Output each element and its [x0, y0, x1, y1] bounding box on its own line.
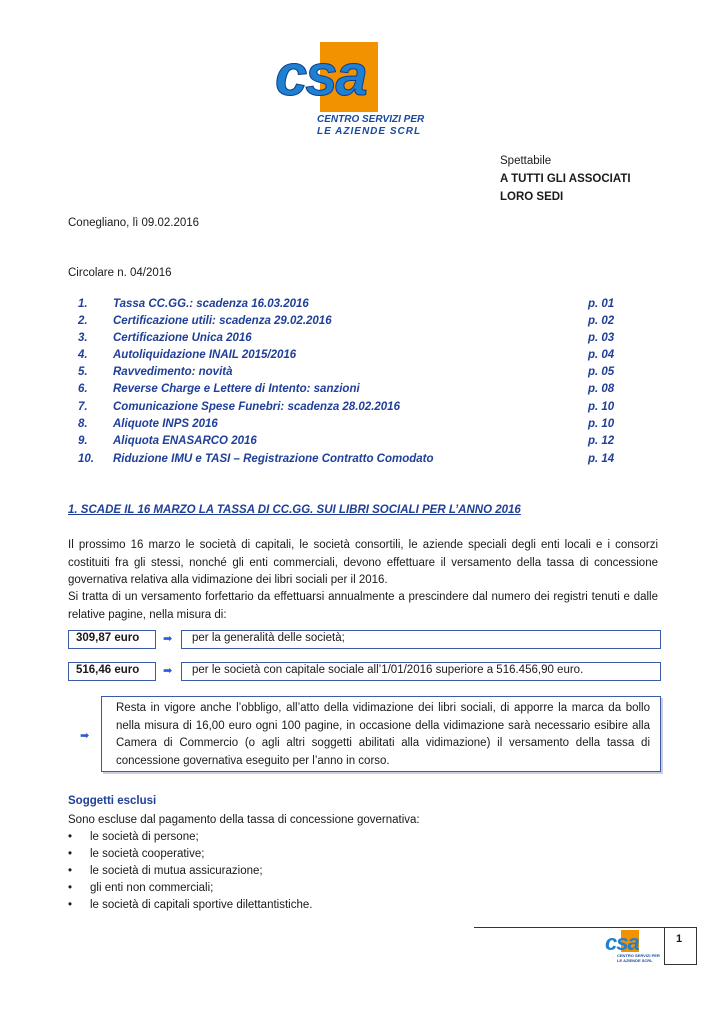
- arrow-right-icon: ➡: [80, 730, 90, 742]
- toc-item[interactable]: [78, 332, 618, 349]
- toc-page: p. 14: [588, 453, 615, 465]
- toc-item[interactable]: [78, 349, 618, 366]
- toc-page: p. 12: [588, 435, 615, 447]
- toc-page: p. 10: [588, 401, 615, 413]
- list-item-text: le società di capitali sportive dilettantistiche.: [90, 899, 313, 911]
- note-text: Resta in vigore anche l’obbligo, all’atto della vidimazione dei libri sociali, di apporre la marca da bollo nella misura di 16,00 euro ogni 100 pagine, in occasione della vidimazione sarà necessario esibire alla Camera di Commercio (o agli altri soggetti abilitati alla vidimazione) il versamento della tassa di concessione governativa eseguito per l’anno in corso.: [116, 702, 650, 767]
- section-heading: 1. SCADE IL 16 MARZO LA TASSA DI CC.GG. SUI LIBRI SOCIALI PER L’ANNO 2016: [68, 504, 521, 516]
- header-logo: [275, 42, 450, 142]
- logo-caption-line2: LE AZIENDE SCRL: [317, 126, 422, 137]
- section-paragraph-1: Il prossimo 16 marzo le società di capitali, le società consortili, le aziende speciali degli enti locali e i consorzi costituiti fra gli stessi, nonché gli enti commerciali, devono effettuare il versamento della tassa di concessione governativa relativa alla vidimazione dei libri sociali per il 2016.: [68, 539, 658, 586]
- toc-num: 2.: [78, 315, 88, 327]
- toc-page: p. 04: [588, 349, 615, 361]
- toc-item[interactable]: [78, 401, 618, 418]
- toc-page: p. 01: [588, 298, 615, 310]
- toc-page: p. 02: [588, 315, 615, 327]
- toc-num: 6.: [78, 383, 88, 395]
- section-paragraph-2: Si tratta di un versamento forfettario da effettuarsi annualmente a prescindere dal numero dei registri tenuti e dalle relative pagine, nella misura di:: [68, 591, 658, 621]
- list-item-text: le società cooperative;: [90, 848, 205, 860]
- toc-num: 5.: [78, 366, 88, 378]
- toc-item[interactable]: [78, 418, 618, 435]
- amount-desc-box: [181, 662, 661, 681]
- excluded-heading: Soggetti esclusi: [68, 795, 157, 807]
- circular-number: Circolare n. 04/2016: [68, 267, 172, 279]
- toc-item[interactable]: [78, 298, 618, 315]
- logo-text: csa: [275, 43, 366, 108]
- toc-page: p. 08: [588, 383, 615, 395]
- toc-item[interactable]: [78, 453, 618, 470]
- amount-value: 516,46 euro: [76, 664, 140, 676]
- toc-num: 1.: [78, 298, 88, 310]
- list-item-text: le società di mutua assicurazione;: [90, 865, 263, 877]
- toc-title: Certificazione utili: scadenza 29.02.2016: [113, 315, 332, 327]
- toc-item[interactable]: [78, 383, 618, 400]
- toc-title: Aliquota ENASARCO 2016: [113, 435, 257, 447]
- footer-logo-caption-line1: CENTRO SERVIZI PER: [617, 953, 660, 958]
- footer-logo: [605, 930, 661, 970]
- note-box: [101, 696, 661, 772]
- toc-page: p. 03: [588, 332, 615, 344]
- footer-logo-text: csa: [605, 930, 639, 955]
- toc-item[interactable]: [78, 315, 618, 332]
- toc-title: Comunicazione Spese Funebri: scadenza 28.02.2016: [113, 401, 400, 413]
- toc-num: 7.: [78, 401, 88, 413]
- toc-item[interactable]: [78, 435, 618, 452]
- toc-title: Certificazione Unica 2016: [113, 332, 252, 344]
- list-item-text: gli enti non commerciali;: [90, 882, 214, 894]
- list-item-text: le società di persone;: [90, 831, 199, 843]
- amount-box: [68, 630, 156, 649]
- page-number: 1: [676, 933, 683, 945]
- arrow-right-icon: ➡: [163, 665, 173, 677]
- toc-num: 4.: [78, 349, 88, 361]
- toc-num: 3.: [78, 332, 88, 344]
- toc-num: 10.: [78, 453, 94, 465]
- amount-desc-box: [181, 630, 661, 649]
- place-date: Conegliano, lì 09.02.2016: [68, 217, 200, 229]
- toc-title: Riduzione IMU e TASI – Registrazione Contratto Comodato: [113, 453, 434, 465]
- toc-page: p. 10: [588, 418, 615, 430]
- toc-title: Autoliquidazione INAIL 2015/2016: [113, 349, 297, 361]
- logo-caption-line1: CENTRO SERVIZI PER: [317, 114, 425, 125]
- toc-title: Ravvedimento: novità: [113, 366, 233, 378]
- toc-item[interactable]: [78, 366, 618, 383]
- amount-desc: per la generalità delle società;: [192, 632, 345, 644]
- toc-title: Tassa CC.GG.: scadenza 16.03.2016: [113, 298, 309, 310]
- arrow-right-icon: ➡: [163, 633, 173, 645]
- footer-rule: [474, 927, 670, 928]
- page-number-box: [664, 927, 697, 965]
- toc-num: 9.: [78, 435, 88, 447]
- excluded-intro: Sono escluse dal pagamento della tassa di concessione governativa:: [68, 814, 420, 826]
- toc-title: Aliquote INPS 2016: [113, 418, 218, 430]
- amount-desc: per le società con capitale sociale all’1/01/2016 superiore a 516.456,90 euro.: [192, 664, 584, 676]
- amount-value: 309,87 euro: [76, 632, 140, 644]
- addressee-line3: LORO SEDI: [500, 191, 564, 203]
- amount-box: [68, 662, 156, 681]
- toc-num: 8.: [78, 418, 88, 430]
- footer-logo-caption-line2: LE AZIENDE SCRL: [617, 958, 653, 963]
- toc-title: Reverse Charge e Lettere di Intento: sanzioni: [113, 383, 360, 395]
- addressee-line2: A TUTTI GLI ASSOCIATI: [500, 173, 631, 185]
- toc-page: p. 05: [588, 366, 615, 378]
- addressee-line1: Spettabile: [500, 155, 552, 167]
